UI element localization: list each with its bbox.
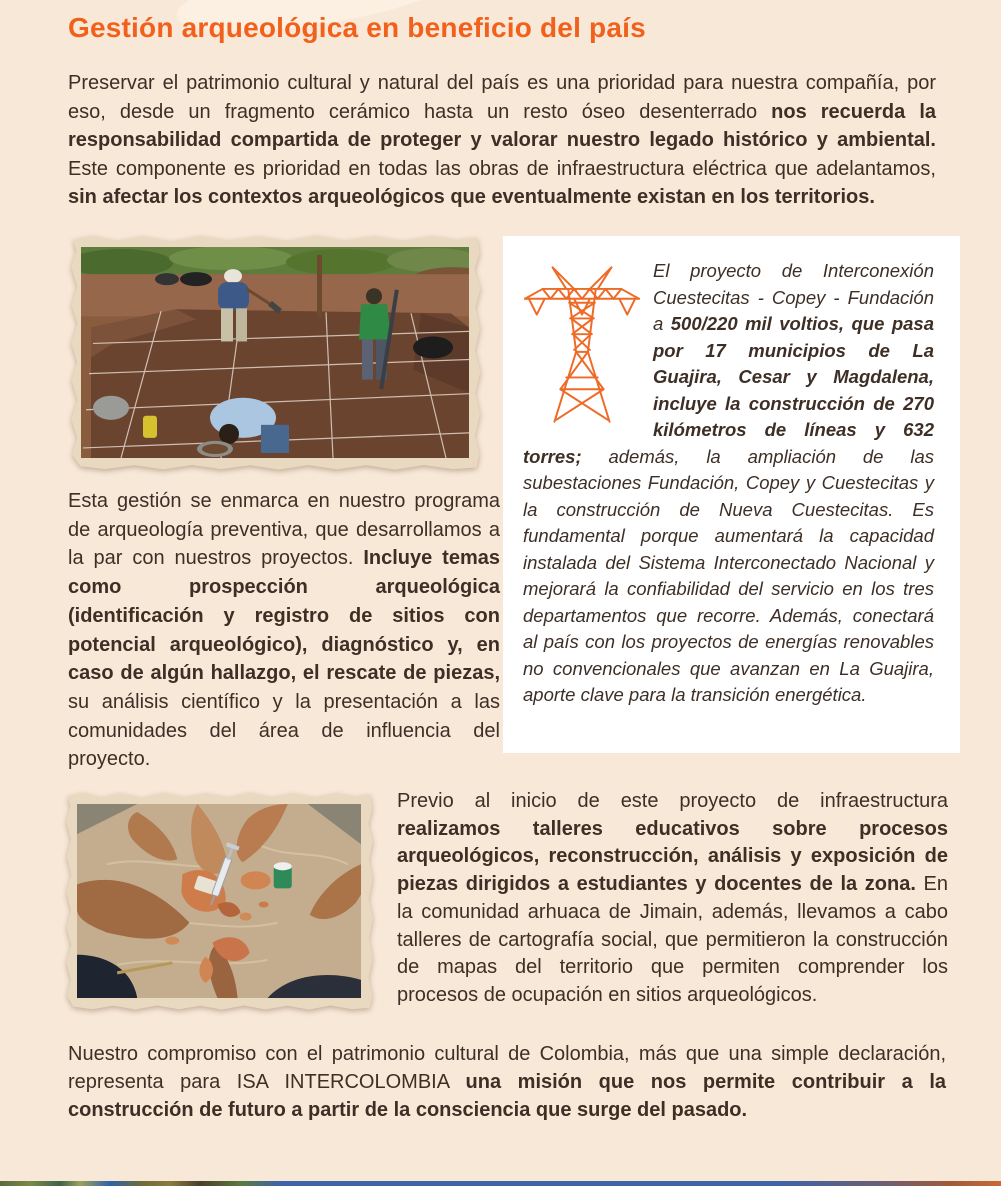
pottery-workshop-photo [77,804,361,998]
program-paragraph: Esta gestión se enmarca en nuestro programa de arqueología preventiva, que desarrollamos a la par con nuestros proyectos. Incluye temas como prospección arqueológica (identificación y registro de sitios con potencial arqueológico), diagnóstico y, en caso de algún hallazgo, el rescate de piezas, su análisis científico y la presentación a las comunidades del área de influencia del proyecto. [68,490,500,771]
closing-paragraph: Nuestro compromiso con el patrimonio cultural de Colombia, más que una simple declaración, representa para ISA INTERCOLOMBIA una misión que nos permite contribuir a la construcción de futuro a partir de la consciencia que surge del pasado. [68,1043,946,1121]
pottery-workshop-photo-frame [64,791,374,1011]
intro-paragraph: Preservar el patrimonio cultural y natural del país es una prioridad para nuestra compañía, por eso, desde un fragmento cerámico hasta un resto óseo desenterrado nos recuerda la responsabilidad compartida de proteger y valorar nuestro legado histórico y ambiental. Este componente es prioridad en todas las obras de infraestructura eléctrica que adelantamos, sin afectar los contextos arqueológicos que eventualmente existan en los territorios. [68,72,936,208]
next-page-edge-strip [0,1181,1001,1186]
torn-paper-border [68,234,482,471]
excavation-photo [81,247,469,458]
torn-paper-border [64,791,374,1011]
page-title: Gestión arqueológica en beneficio del país [68,12,646,43]
project-description: El proyecto de Interconexión Cuestecitas - Copey - Fundación a 500/220 mil voltios, que pasa por 17 municipios de La Guajira, Cesar y Magdalena, incluye la construcción de 270 kilómetros de líneas y 632 torres; además, la ampliación de las subestaciones Fundación, Copey y Cuestecitas y la construcción de Nueva Cuestecitas. Es fundamental porque aumentará la capacidad instalada del Sistema Interconectado Nacional y mejorará la confiabilidad del servicio en los tres departamentos que recorre. Además, conectará al país con los proyectos de energías renovables no convencionales que avanzan en La Guajira, aporte clave para la transición energética. [523,260,934,705]
excavation-photo-frame [68,234,482,471]
project-highlight-box [503,236,960,753]
workshops-paragraph: Previo al inicio de este proyecto de infraestructura realizamos talleres educativos sobre procesos arqueológicos, reconstrucción, análisis y exposición de piezas dirigidos a estudiantes y docentes de la zona. En la comunidad arhuaca de Jimain, además, llevamos a cabo talleres de cartografía social, que permitieron la construcción de mapas del territorio que permiten comprender los procesos de ocupación en sitios arqueológicos. [397,790,948,1006]
transmission-tower-icon [523,260,641,430]
